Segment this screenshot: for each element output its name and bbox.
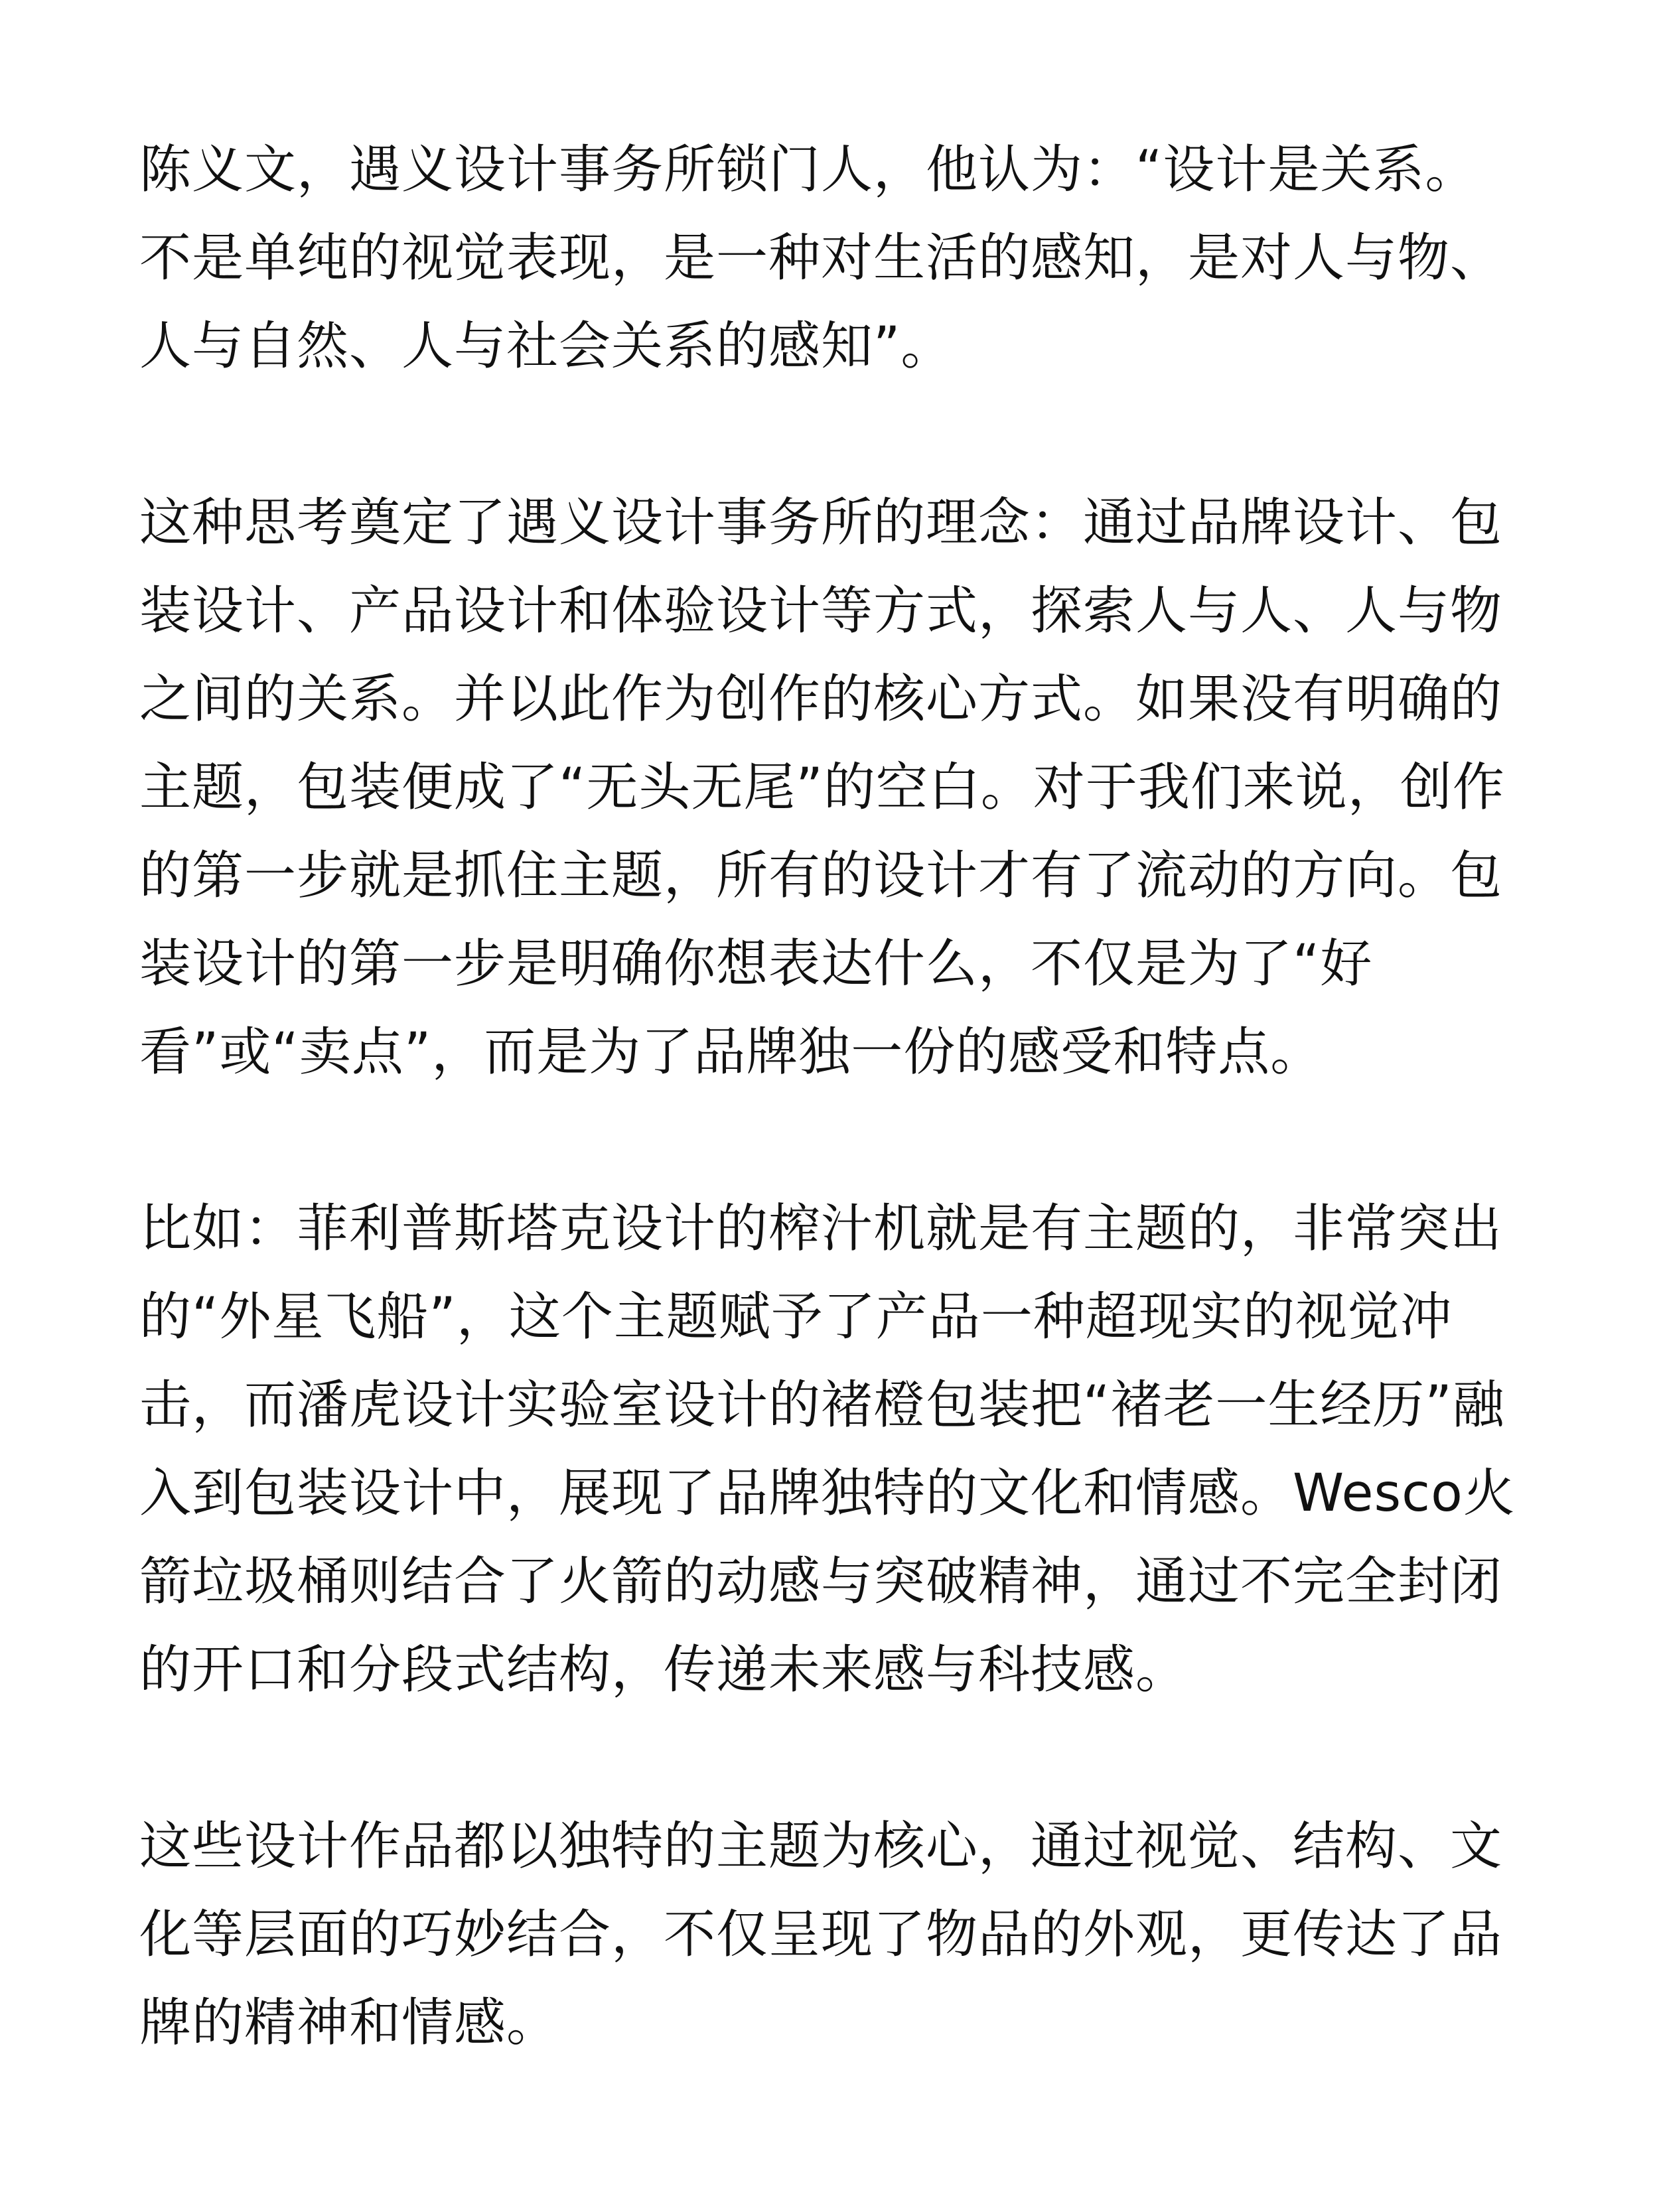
paragraph-3: 比如：菲利普斯塔克设计的榨汁机就是有主题的，非常突出的“外星飞船”，这个主题赋予了产品一种超现实的视觉冲击，而潘虎设计实验室设计的褚橙包装把“褚老一生经历”融入到包装设计中，展现了品牌独特的文化和情感。Wesco火箭垃圾桶则结合了火箭的动感与突破精神，通过不完全封闭的开口和分段式结构，传递未来感与科技感。 — [139, 1199, 1516, 1700]
paragraph-4: 这些设计作品都以独特的主题为核心，通过视觉、结构、文化等层面的巧妙结合，不仅呈现了物品的外观，更传达了品牌的精神和情感。 — [139, 1817, 1503, 2053]
paragraph-1: 陈义文，遇义设计事务所锁门人，他认为：“设计是关系。不是单纯的视觉表现，是一种对生活的感知，是对人与物、人与自然、人与社会关系的感知”。 — [139, 140, 1503, 376]
paragraph-2: 这种思考奠定了遇义设计事务所的理念：通过品牌设计、包装设计、产品设计和体验设计等方式，探索人与人、人与物之间的关系。并以此作为创作的核心方式。如果没有明确的主题，包装便成了“无头无尾”的空白。对于我们来说，创作的第一步就是抓住主题，所有的设计才有了流动的方向。包装设计的第一步是明确你想表达什么，不仅是为了“好看”或“卖点”，而是为了品牌独一份的感受和特点。 — [139, 493, 1505, 1082]
